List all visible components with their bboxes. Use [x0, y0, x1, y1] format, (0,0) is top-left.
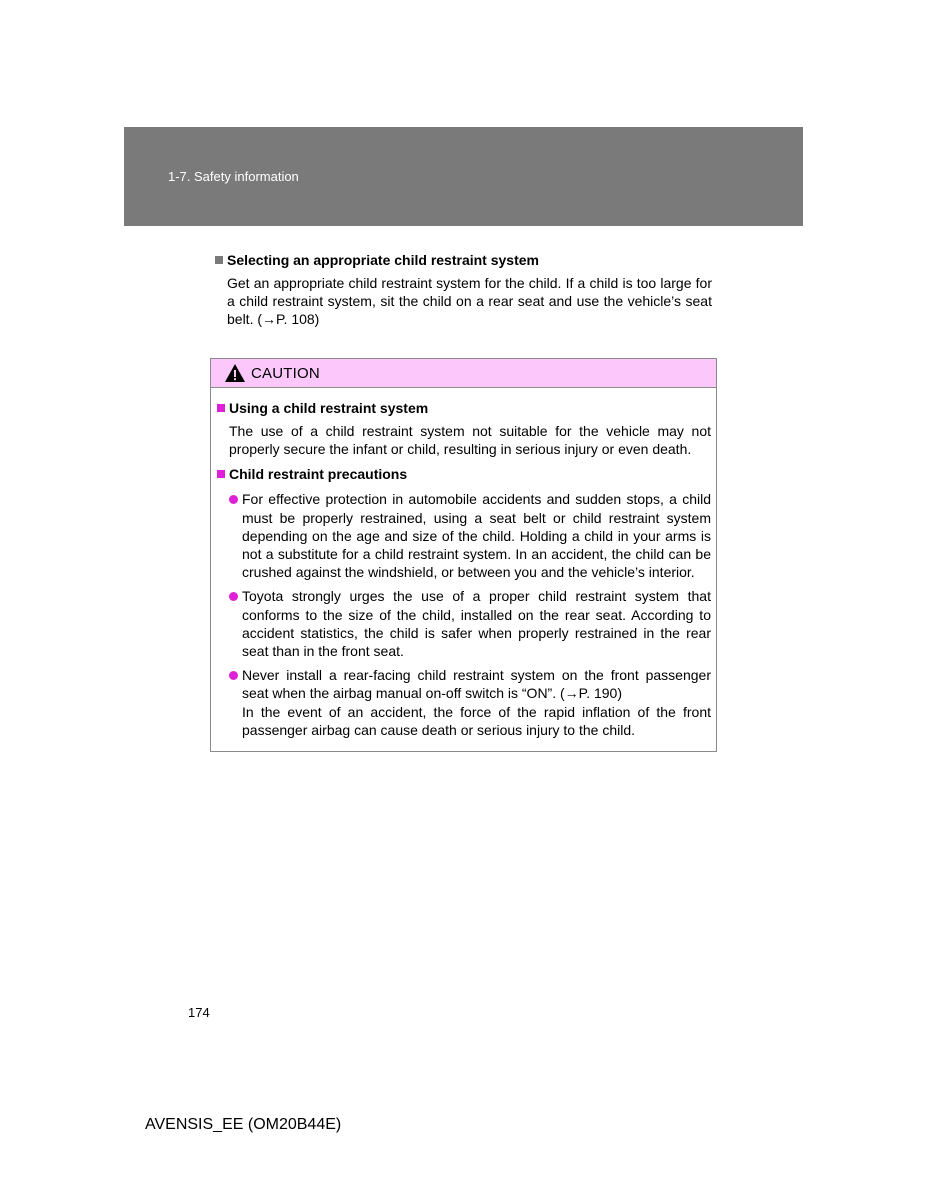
caution-title: CAUTION [251, 364, 320, 382]
caution-subheading-using [217, 398, 711, 418]
pink-bullet-icon [229, 592, 238, 601]
bullet-item [229, 490, 711, 581]
bullet-text: Toyota strongly urges the use of a proper child restraint system that conforms to the size of the child, installed on the rear seat. According to accident statistics, the child is safer when properly restrained in the rear seat than in the front seat. [242, 588, 711, 660]
bullet-item [229, 666, 711, 739]
pink-square-icon [217, 470, 225, 478]
bullet-item [229, 587, 711, 660]
section-title: 1-7. Safety information [168, 169, 299, 184]
bullet-text: Never install a rear-facing child restraint system on the front passenger seat when the airbag manual on-off switch is “ON”. (→P. 190) [242, 667, 711, 702]
pink-bullet-icon [229, 495, 238, 504]
caution-body [211, 388, 716, 739]
intro-heading [215, 250, 712, 270]
subheading-text: Child restraint precautions [229, 466, 408, 483]
bullet-continuation-text: In the event of an accident, the force of the rapid inflation of the front passenger airbag can cause death or serious injury to the child. [242, 703, 711, 738]
section-header-band [124, 127, 803, 226]
caution-box [210, 358, 717, 752]
intro-block [215, 250, 712, 329]
pink-bullet-icon [229, 671, 238, 680]
caution-paragraph: The use of a child restraint system not suitable for the vehicle may not properly secure the infant or child, resulting in serious injury or even death. [229, 423, 711, 458]
warning-triangle-icon [224, 363, 246, 383]
subheading-text: Using a child restraint system [229, 400, 429, 416]
gray-square-icon [215, 256, 223, 264]
caution-subheading-precautions [217, 464, 711, 484]
intro-heading-text: Selecting an appropriate child restraint system [227, 252, 539, 268]
page-number: 174 [188, 1005, 210, 1020]
pink-square-icon [217, 404, 225, 412]
bullet-text: For effective protection in automobile accidents and sudden stops, a child must be properly restrained, using a seat belt or child restraint system depending on the age and size of the child. Holding a child in your arms is not a substitute for a child restraint system. In an accident, the child can be crushed against the windshield, or between you and the vehicle’s interior. [242, 491, 711, 581]
document-code: AVENSIS_EE (OM20B44E) [145, 1116, 342, 1133]
intro-paragraph: Get an appropriate child restraint system for the child. If a child is too large for a child restraint system, sit the child on a rear seat and use the vehicle’s seat belt. (→P. 108) [227, 275, 712, 328]
caution-header [211, 359, 716, 388]
